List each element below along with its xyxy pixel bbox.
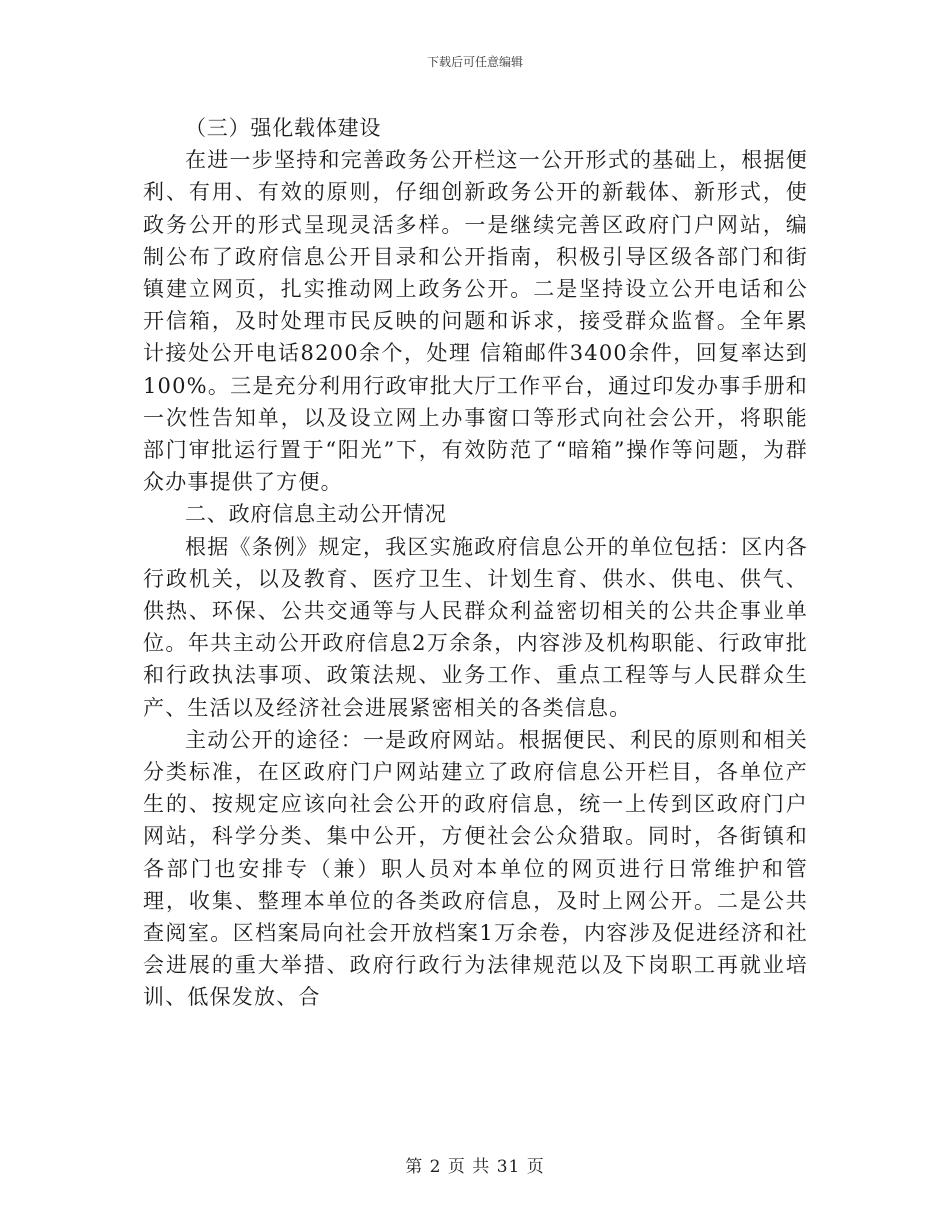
section-heading-3: （三）强化载体建设 — [185, 116, 382, 140]
paragraph: 主动公开的途径：一是政府网站。根据便民、利民的原则和相关分类标准，在区政府门户网站建立了政府信息公开栏目，各单位产生的、按规定应该向社会公开的政府信息，统一上传到区政府门户网站，科学分类、集中公开，方便社会公众猎取。同时，各街镇和各部门也安排专（兼）职人员对本单位的网页进行日常维护和管理，收集、整理本单位的各类政府信息，及时上网公开。二是公共查阅室。区档案局向社会开放档案1万余卷，内容涉及促进经济和社会进展的重大举措、政府行政行为法律规范以及下岗职工再就业培训、低保发放、合 — [143, 727, 808, 1010]
page-header-note: 下载后可任意编辑 — [426, 55, 523, 69]
paragraph: 在进一步坚持和完善政务公开栏这一公开形式的基础上，根据便利、有用、有效的原则，仔细创新政务公开的新载体、新形式，使政务公开的形式呈现灵活多样。一是继续完善区政府门户网站，编制公布了政府信息公开目录和公开指南，积极引导区级各部门和街镇建立网页，扎实推动网上政务公开。二是坚持设立公开电话和公开信箱，及时处理市民反映的问题和诉求，接受群众监督。全年累计接处公开电话8200余个，处理 信箱邮件3400余件，回复率达到100%。三是充分利用行政审批大厅工作平台，通过印发办事手册和一次性告知单，以及设立网上办事窗口等形式向社会公开，将职能部门审批运行置于“阳光”下，有效防范了“暗箱”操作等问题，为群众办事提供了方便。 — [143, 148, 808, 495]
page-number: 第 2 页 共 31 页 — [405, 1157, 545, 1177]
paragraph: 根据《条例》规定，我区实施政府信息公开的单位包括：区内各行政机关，以及教育、医疗卫生、计划生育、供水、供电、供气、供热、环保、公共交通等与人民群众利益密切相关的公共企事业单位。年共主动公开政府信息2万余条，内容涉及机构职能、行政审批和行政执法事项、政策法规、业务工作、重点工程等与人民群众生产、生活以及经济社会进展紧密相关的各类信息。 — [143, 534, 808, 720]
document-body — [143, 112, 808, 1014]
section-heading-2: 二、政府信息主动公开情况 — [185, 502, 447, 527]
